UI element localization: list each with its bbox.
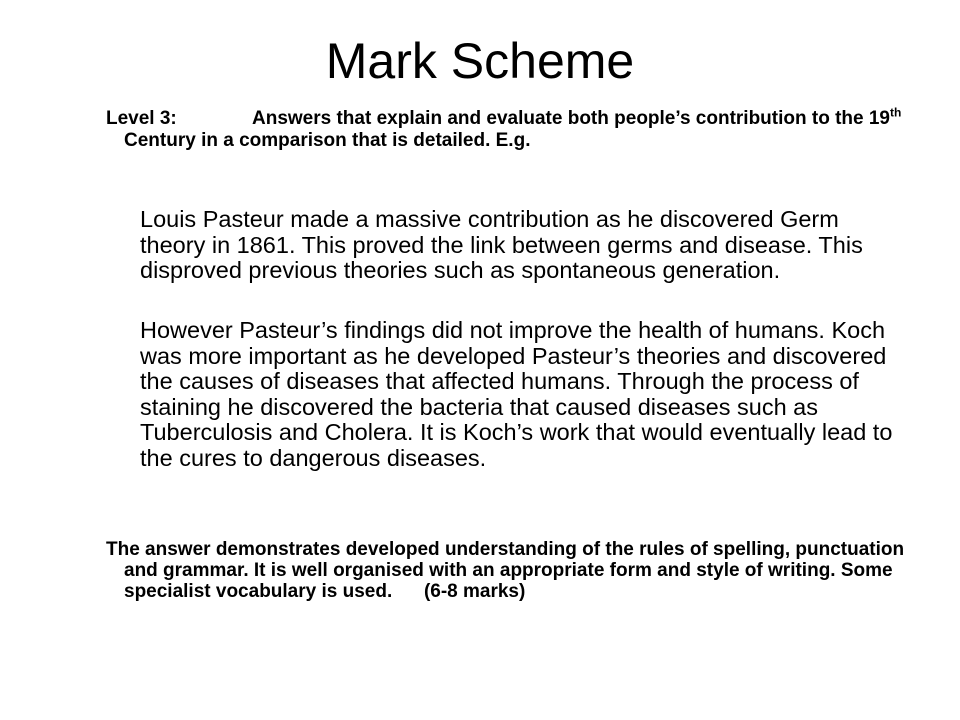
answer-criteria	[106, 539, 924, 602]
example-paragraph-pasteur: Louis Pasteur made a massive contribution as he discovered Germ theory in 1861. This proved the link between germs and disease. This disproved previous theories such as spontaneous generation.	[140, 206, 863, 283]
level-descriptor	[106, 105, 924, 152]
answer-text: The answer demonstrates developed understanding of the rules of spelling, punctuation and grammar. It is well organised with an appropriate form and style of writing. Some specialist vocabulary is used.	[106, 539, 905, 602]
example-paragraph-koch: However Pasteur’s findings did not improve the health of humans. Koch was more important as he developed Pasteur’s theories and discovered the causes of diseases that affected humans. Through the process of staining he discovered the bacteria that caused diseases such as Tuberculosis and Cholera. It is Koch’s work that would eventually lead to the cures to dangerous diseases.	[140, 317, 893, 471]
level-text-start: Answers that explain and evaluate both people’s contribution to the 19	[252, 108, 891, 129]
level-label: Level 3:	[106, 108, 177, 129]
slide-title: Mark Scheme	[325, 33, 635, 89]
level-text-end: Century in a comparison that is detailed. E.g.	[124, 130, 531, 151]
marks-range: (6-8 marks)	[423, 581, 526, 602]
level-superscript: th	[890, 105, 902, 120]
